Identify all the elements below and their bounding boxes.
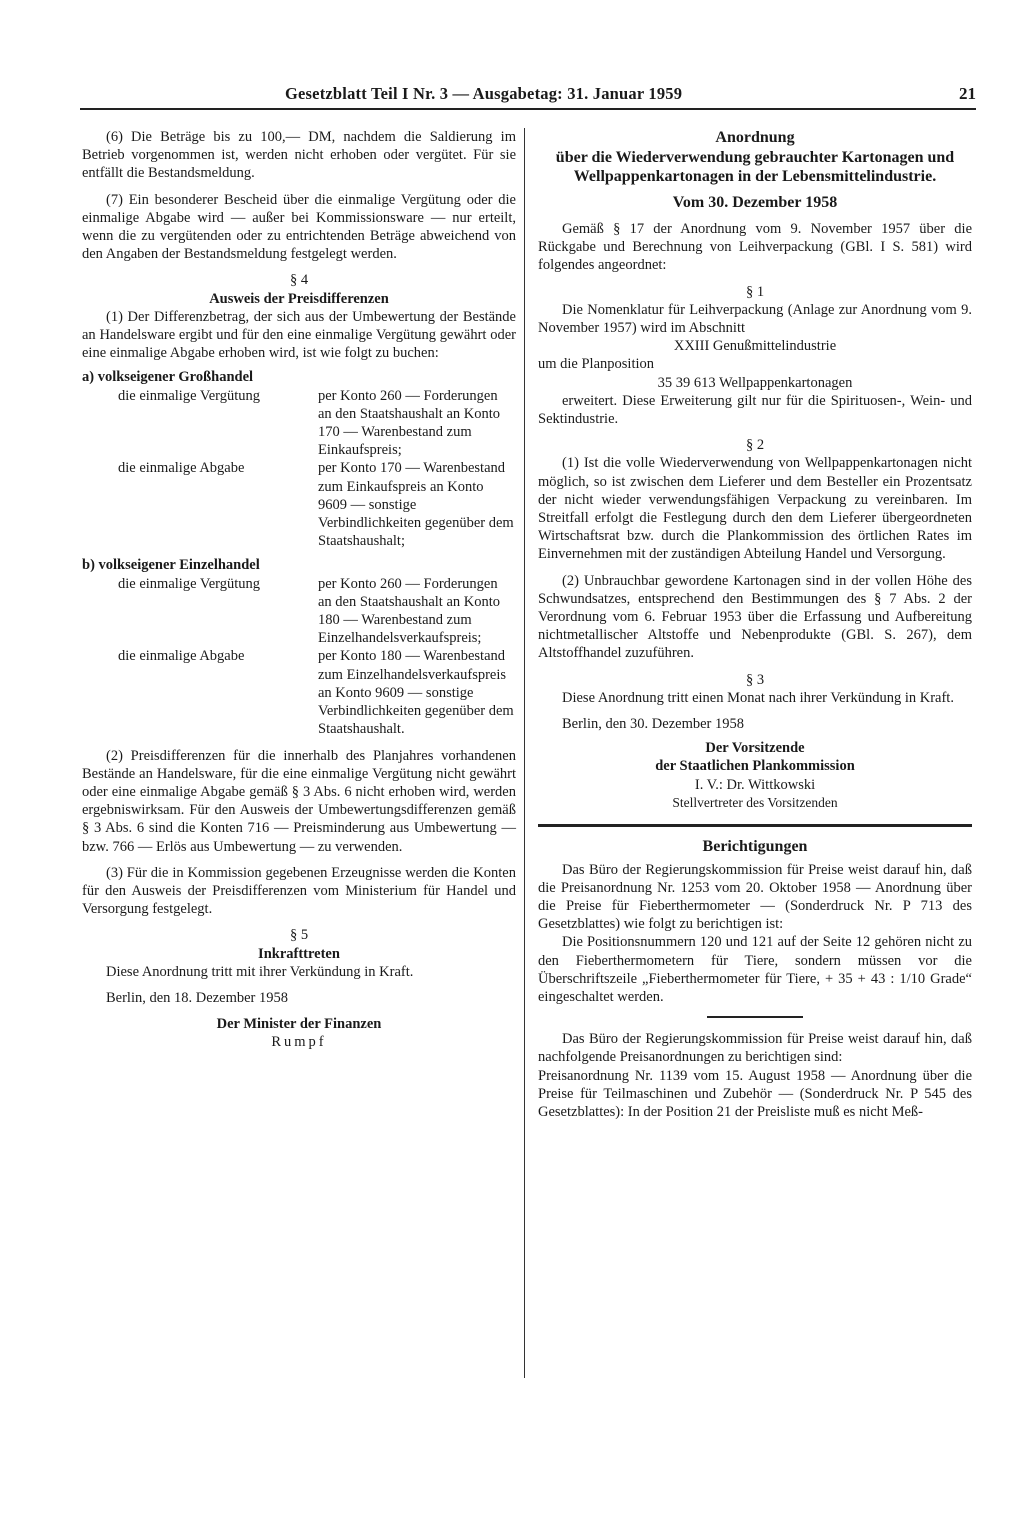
- section-4-paragraph-3: (3) Für die in Kommission gegebenen Erzeugnisse werden die Konten für den Ausweis der Preisdifferenzen vom Ministerium für Handel und Versorgung festgelegt.: [82, 864, 516, 918]
- decree-date: Vom 30. Dezember 1958: [672, 193, 838, 211]
- section-5-number: § 5: [289, 927, 309, 944]
- section-4-title: Ausweis der Preisdifferenzen: [209, 290, 389, 307]
- corrections-title: Berichtigungen: [702, 838, 808, 856]
- section-4-number: § 4: [289, 272, 309, 289]
- signer-name: Rumpf: [271, 1034, 327, 1051]
- section-1-text-2: um die Planposition: [538, 356, 654, 373]
- section-2-paragraph-1: (1) Ist die volle Wiederverwendung von Wellpappenkartonagen nicht möglich, so ist zwischen dem Lieferer und dem Besteller ein Prozentsatz der nicht wieder verwendungsfähigen Verpackung zu vereinbaren. Im Streitfall erfolgt die Festlegung durch den dem Lieferer übergeordneten Wirtschaftsrat bzw. durch die Plankommission des örtlichen Rates im Einvernehmen mit der zuständigen Abteilung Handel und Versorgung.: [538, 455, 972, 563]
- short-divider: [707, 1016, 803, 1018]
- section-1-number: § 1: [745, 283, 765, 300]
- booking-label: die einmalige Abgabe: [118, 460, 245, 477]
- decree-subtitle: über die Wiederverwendung gebrauchter Kartonagen und Wellpappenkartonagen in der Lebensmittelindustrie.: [555, 148, 955, 185]
- section-divider: [538, 824, 972, 827]
- signer-line-1: Der Vorsitzende: [705, 740, 805, 757]
- section-3-number: § 3: [745, 671, 765, 688]
- signer-line-2: der Staatlichen Plankommission: [655, 758, 855, 775]
- section-1-text: Die Nomenklatur für Leihverpackung (Anlage zur Anordnung vom 9. November 1957) wird im Abschnitt: [538, 301, 972, 337]
- booking-table-b: [118, 575, 516, 739]
- booking-text: per Konto 180 — Warenbestand zum Einzelhandelsverkaufspreis an Konto 9609 — sonstige Verbindlichkeiten gegenüber dem Staatshaushalt.: [318, 648, 514, 738]
- section-3-text: Diese Anordnung tritt einen Monat nach ihrer Verkündung in Kraft.: [562, 689, 954, 706]
- page-header: [80, 84, 976, 110]
- section-2-paragraph-2: (2) Unbrauchbar gewordene Kartonagen sind in der vollen Höhe des Schwundsatzes, entsprechend den Bestimmungen des § 7 Abs. 2 der Verordnung vom 6. Februar 1953 über die Erfassung und Aufbereitung nichtmetallischer Altstoffe und Nebenprodukte (GBl. S. 267), dem Altstoffhandel zuzuführen.: [538, 572, 972, 662]
- paragraph-6: (6) Die Beträge bis zu 100,— DM, nachdem die Saldierung im Betrieb vorgenommen ist, werden nicht erhoben oder vergütet. Für sie entfällt die Bestandsmeldung.: [82, 129, 516, 182]
- section-4-paragraph-2: (2) Preisdifferenzen für die innerhalb des Planjahres vorhandenen Bestände an Handelsware, für die eine einmalige Vergütung nicht gewährt oder eine einmalige Abgabe gemäß § 3 Abs. 6 nicht erhoben wird, werden ergebniswirksam. Für den Ausweis der Umbewertungsdifferenzen gemäß § 3 Abs. 6 sind die Konten 716 — Preisminderung aus Umbewertung — bzw. 766 — Erlös aus Umbewertung — zu verwenden.: [82, 747, 516, 855]
- corrections-paragraph-2: Die Positionsnummern 120 und 121 auf der Seite 12 gehören nicht zu den Fieberthermometern für Tiere, sondern müssen vor die Überschriftszeile „Fieberthermometer für Tiere, + 35 + 43 : 1/10 Grade“ eingeschaltet werden.: [538, 934, 972, 1006]
- booking-text: per Konto 260 — Forderungen an den Staatshaushalt an Konto 170 — Warenbestand zum Einkaufspreis;: [318, 387, 501, 459]
- signer-line-4: Stellvertreter des Vorsitzenden: [672, 794, 838, 810]
- list-heading-b: b) volkseigener Einzelhandel: [82, 557, 260, 574]
- booking-label: die einmalige Abgabe: [118, 648, 245, 665]
- corrections-paragraph-1: Das Büro der Regierungskommission für Preise weist darauf hin, daß die Preisanordnung Nr. 1253 vom 20. Oktober 1958 — Anordnung über die Preise für Fieberthermometer — (Sonderdruck Nr. P 713 des Gesetzblattes) wie folgt zu berichtigen ist:: [538, 861, 972, 933]
- corrections-paragraph-4: Preisanordnung Nr. 1139 vom 15. August 1958 — Anordnung über die Preise für Teilmaschinen und Zubehör — (Sonderdruck Nr. P 545 des Gesetzblattes): In der Position 21 der Preisliste muß es nicht Meß-: [538, 1067, 972, 1121]
- right-column: [538, 128, 972, 1121]
- left-column: [82, 128, 516, 1052]
- column-divider: [524, 128, 525, 1378]
- booking-table-a: [118, 387, 516, 551]
- booking-label: die einmalige Vergütung: [118, 387, 261, 404]
- section-4-paragraph-1: (1) Der Differenzbetrag, der sich aus der Umbewertung der Bestände an Handelsware ergibt und für den eine einmalige Vergütung gewährt oder eine einmalige Abgabe erhoben wird, ist wie folgt zu buchen:: [82, 308, 516, 362]
- decree-intro: Gemäß § 17 der Anordnung vom 9. November 1957 über die Rückgabe und Berechnung von Leihverpackung (GBl. I S. 581) wird folgendes angeordnet:: [538, 221, 972, 274]
- header-title: Gesetzblatt Teil I Nr. 3 — Ausgabetag: 31. Januar 1959: [285, 84, 683, 103]
- decree-title: Anordnung: [715, 129, 795, 146]
- page-number: 21: [959, 84, 976, 103]
- section-5-title: Inkrafttreten: [258, 945, 340, 962]
- section-1-item: XXIII Genußmittelindustrie: [673, 338, 837, 355]
- section-1-text-3: erweitert. Diese Erweiterung gilt nur für die Spirituosen-, Wein- und Sektindustrie.: [538, 392, 972, 428]
- list-heading-a: a) volkseigener Großhandel: [82, 369, 254, 386]
- signer-title: Der Minister der Finanzen: [216, 1016, 382, 1033]
- section-1-item-2: 35 39 613 Wellpappenkartonagen: [657, 374, 853, 391]
- paragraph-7: (7) Ein besonderer Bescheid über die einmalige Vergütung oder die einmalige Abgabe wird — außer bei Kommissionsware — nur erteilt, wenn die zu vergütenden oder zu entrichtenden Beträge abweichend von den Angaben der Bestandsmeldung festgelegt werden.: [82, 191, 516, 263]
- booking-text: per Konto 260 — Forderungen an den Staatshaushalt an Konto 180 — Warenbestand zum Einzelhandelsverkaufspreis;: [318, 575, 501, 647]
- section-2-number: § 2: [745, 437, 765, 454]
- booking-label: die einmalige Vergütung: [118, 575, 261, 592]
- place-date: Berlin, den 18. Dezember 1958: [106, 989, 289, 1006]
- place-date-right: Berlin, den 30. Dezember 1958: [562, 716, 745, 733]
- booking-text: per Konto 170 — Warenbestand zum Einkaufspreis an Konto 9609 — sonstige Verbindlichkeiten gegenüber dem Staatshaushalt;: [318, 460, 514, 550]
- corrections-paragraph-3: Das Büro der Regierungskommission für Preise weist darauf hin, daß nachfolgende Preisanordnungen zu berichtigen sind:: [538, 1031, 972, 1066]
- section-5-text: Diese Anordnung tritt mit ihrer Verkündung in Kraft.: [106, 963, 414, 980]
- signer-line-3: I. V.: Dr. Wittkowski: [694, 776, 816, 793]
